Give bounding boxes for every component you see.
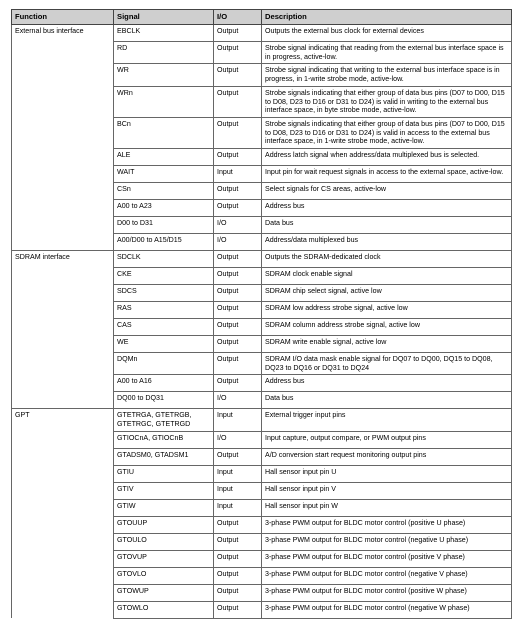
signal-cell: A00 to A16 [114,375,214,392]
signal-cell: CKE [114,268,214,285]
table-row [12,375,512,392]
description-cell: Hall sensor input pin V [262,482,512,499]
function-cell-empty [12,86,114,117]
io-cell: Input [214,482,262,499]
function-cell-empty [12,285,114,302]
table-row [12,465,512,482]
description-cell: 3-phase PWM output for BLDC motor control (positive V phase) [262,550,512,567]
io-cell: Output [214,567,262,584]
io-cell: Output [214,533,262,550]
table-header-row [12,10,512,25]
table-row [12,584,512,601]
table-row [12,183,512,200]
signal-cell: GTADSM0, GTADSM1 [114,448,214,465]
table-row [12,25,512,42]
io-cell: Output [214,285,262,302]
function-cell-empty [12,234,114,251]
description-cell: Select signals for CS areas, active-low [262,183,512,200]
description-cell: Data bus [262,392,512,409]
io-cell: Output [214,353,262,375]
io-cell: Output [214,550,262,567]
table-row [12,268,512,285]
table-row [12,516,512,533]
io-cell: I/O [214,392,262,409]
table-row [12,319,512,336]
signal-cell: WE [114,336,214,353]
table-body [12,25,512,619]
function-cell-empty [12,392,114,409]
description-cell: 3-phase PWM output for BLDC motor control (negative W phase) [262,601,512,618]
signal-cell: GTOWLO [114,601,214,618]
description-cell: Strobe signal indicating that reading from the external bus interface space is in progress, active-low. [262,42,512,64]
table-row [12,302,512,319]
table-row [12,336,512,353]
table-row [12,285,512,302]
function-cell-empty [12,166,114,183]
description-cell: 3-phase PWM output for BLDC motor control (positive U phase) [262,516,512,533]
table-row [12,149,512,166]
description-cell: SDRAM column address strobe signal, active low [262,319,512,336]
io-cell: Input [214,409,262,431]
function-cell: SDRAM interface [12,251,114,268]
io-cell: Output [214,251,262,268]
signal-cell: CSn [114,183,214,200]
table-row [12,482,512,499]
io-cell: Output [214,584,262,601]
signal-table [11,9,512,619]
io-cell: Output [214,516,262,533]
signal-cell: RAS [114,302,214,319]
description-cell: Address bus [262,375,512,392]
description-cell: Hall sensor input pin W [262,499,512,516]
function-cell-empty [12,550,114,567]
io-cell: Input [214,499,262,516]
header-function: Function [12,10,114,25]
table-row [12,42,512,64]
table-row [12,499,512,516]
description-cell: Outputs the external bus clock for external devices [262,25,512,42]
function-cell-empty [12,217,114,234]
io-cell: I/O [214,431,262,448]
signal-cell: GTIW [114,499,214,516]
function-cell-empty [12,149,114,166]
description-cell: SDRAM clock enable signal [262,268,512,285]
function-cell-empty [12,336,114,353]
signal-cell: EBCLK [114,25,214,42]
table-row [12,117,512,148]
description-cell: SDRAM low address strobe signal, active low [262,302,512,319]
function-cell-empty [12,375,114,392]
io-cell: Output [214,42,262,64]
io-cell: Output [214,601,262,618]
description-cell: Strobe signals indicating that either group of data bus pins (D07 to D00, D15 to D08, D23 to D16 or D31 to D24) is valid in writing to the external bus interface space, in byte strobe mode, active-low. [262,86,512,117]
signal-cell: A00 to A23 [114,200,214,217]
signal-cell: GTOUUP [114,516,214,533]
io-cell: Output [214,448,262,465]
io-cell: Output [214,375,262,392]
signal-cell: CAS [114,319,214,336]
signal-cell: ALE [114,149,214,166]
function-cell-empty [12,601,114,618]
function-cell-empty [12,64,114,86]
description-cell: 3-phase PWM output for BLDC motor control (positive W phase) [262,584,512,601]
table-row [12,251,512,268]
function-cell-empty [12,533,114,550]
signal-cell: GTOVUP [114,550,214,567]
io-cell: Output [214,268,262,285]
signal-cell: RD [114,42,214,64]
description-cell: SDRAM I/O data mask enable signal for DQ07 to DQ00, DQ15 to DQ08, DQ23 to DQ16 or DQ31 to DQ24 [262,353,512,375]
description-cell: 3-phase PWM output for BLDC motor control (negative U phase) [262,533,512,550]
description-cell: Address latch signal when address/data multiplexed bus is selected. [262,149,512,166]
description-cell: Data bus [262,217,512,234]
signal-cell: A00/D00 to A15/D15 [114,234,214,251]
signal-cell: GTOULO [114,533,214,550]
table-row [12,567,512,584]
function-cell-empty [12,482,114,499]
signal-cell: D00 to D31 [114,217,214,234]
description-cell: 3-phase PWM output for BLDC motor control (negative V phase) [262,567,512,584]
description-cell: Input pin for wait request signals in access to the external space, active-low. [262,166,512,183]
description-cell: Hall sensor input pin U [262,465,512,482]
signal-cell: GTETRGA, GTETRGB, GTETRGC, GTETRGD [114,409,214,431]
description-cell: Address/data multiplexed bus [262,234,512,251]
io-cell: Output [214,336,262,353]
io-cell: Output [214,200,262,217]
description-cell: Strobe signal indicating that writing to the external bus interface space is in progress, in 1-write strobe mode, active-low. [262,64,512,86]
table-row [12,550,512,567]
table-row [12,64,512,86]
function-cell: GPT [12,409,114,431]
function-cell-empty [12,431,114,448]
function-cell-empty [12,465,114,482]
io-cell: Input [214,166,262,183]
description-cell: Strobe signals indicating that either group of data bus pins (D07 to D00, D15 to D08, D23 to D16 or D31 to D24) is valid in access to the external bus interface space, in 1-write strobe mode, active-low. [262,117,512,148]
table-row [12,409,512,431]
io-cell: Input [214,465,262,482]
function-cell-empty [12,268,114,285]
io-cell: I/O [214,217,262,234]
table-row [12,533,512,550]
function-cell-empty [12,183,114,200]
header-io: I/O [214,10,262,25]
table-row [12,448,512,465]
signal-cell: GTIOCnA, GTIOCnB [114,431,214,448]
description-cell: SDRAM chip select signal, active low [262,285,512,302]
table-row [12,353,512,375]
io-cell: Output [214,319,262,336]
function-cell-empty [12,319,114,336]
function-cell: External bus interface [12,25,114,42]
io-cell: Output [214,302,262,319]
io-cell: Output [214,25,262,42]
signal-cell: WRn [114,86,214,117]
signal-cell: GTIU [114,465,214,482]
table-row [12,601,512,618]
table-row [12,392,512,409]
table-row [12,431,512,448]
function-cell-empty [12,499,114,516]
io-cell: I/O [214,234,262,251]
description-cell: A/D conversion start request monitoring output pins [262,448,512,465]
signal-cell: DQ00 to DQ31 [114,392,214,409]
signal-cell: WAIT [114,166,214,183]
function-cell-empty [12,117,114,148]
io-cell: Output [214,86,262,117]
function-cell-empty [12,353,114,375]
table-row [12,200,512,217]
signal-cell: DQMn [114,353,214,375]
signal-cell: WR [114,64,214,86]
signal-cell: SDCS [114,285,214,302]
signal-cell: SDCLK [114,251,214,268]
table-row [12,217,512,234]
io-cell: Output [214,64,262,86]
table-row [12,166,512,183]
header-signal: Signal [114,10,214,25]
description-cell: External trigger input pins [262,409,512,431]
function-cell-empty [12,42,114,64]
function-cell-empty [12,200,114,217]
description-cell: Outputs the SDRAM-dedicated clock [262,251,512,268]
function-cell-empty [12,302,114,319]
function-cell-empty [12,448,114,465]
description-cell: SDRAM write enable signal, active low [262,336,512,353]
signal-cell: GTIV [114,482,214,499]
table-row [12,234,512,251]
description-cell: Address bus [262,200,512,217]
signal-cell: GTOVLO [114,567,214,584]
table-row [12,86,512,117]
io-cell: Output [214,149,262,166]
signal-cell: BCn [114,117,214,148]
header-description: Description [262,10,512,25]
io-cell: Output [214,183,262,200]
io-cell: Output [214,117,262,148]
function-cell-empty [12,567,114,584]
function-cell-empty [12,584,114,601]
function-cell-empty [12,516,114,533]
signal-cell: GTOWUP [114,584,214,601]
description-cell: Input capture, output compare, or PWM output pins [262,431,512,448]
